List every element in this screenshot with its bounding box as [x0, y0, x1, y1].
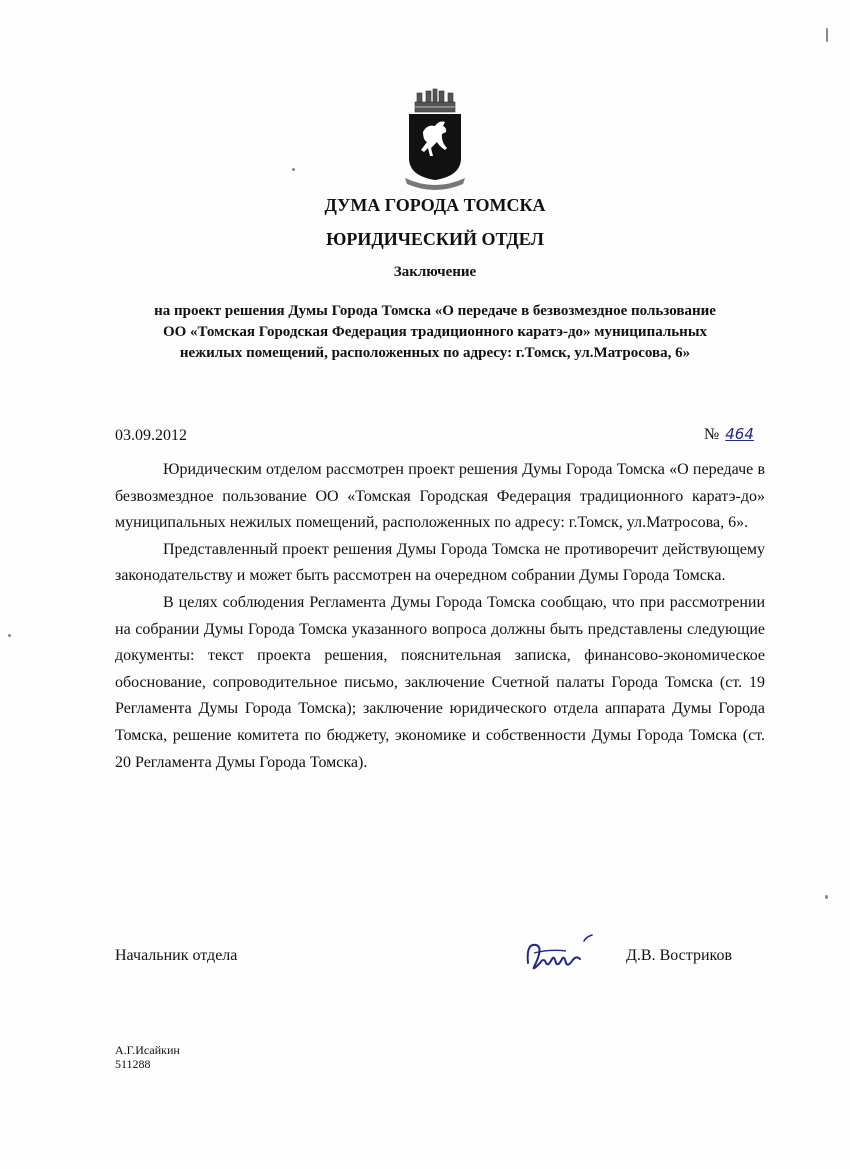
- tomsk-coat-of-arms-icon: [401, 88, 469, 192]
- scan-speck: [826, 28, 828, 42]
- number-value: 464: [725, 425, 754, 443]
- subject-line: ОО «Томская Городская Федерация традиционного каратэ-до» муниципальных: [162, 324, 708, 340]
- signer-name: Д.В. Востриков: [626, 947, 733, 964]
- document-number: [704, 425, 754, 444]
- signer-position: Начальник отдела: [115, 947, 238, 964]
- number-label: №: [704, 426, 720, 443]
- handwritten-signature: [520, 933, 600, 975]
- executor-phone: 511288: [115, 1057, 151, 1071]
- scan-speck: [825, 895, 828, 899]
- subject-line: нежилых помещений, расположенных по адресу: г.Томск, ул.Матросова, 6»: [179, 345, 691, 361]
- scan-speck: [8, 634, 11, 637]
- document-title: Заключение: [393, 264, 477, 280]
- subject-line: на проект решения Думы Города Томска «О передаче в безвозмездное пользование: [154, 303, 716, 319]
- executor-info: [115, 1043, 180, 1071]
- scan-speck: [292, 168, 295, 171]
- organization-name: ДУМА ГОРОДА ТОМСКА: [324, 195, 546, 215]
- body-paragraph: Представленный проект решения Думы Города Томска не противоречит действующему законодательству и может быть рассмотрен на очередном собрании Думы Города Томска.: [115, 540, 765, 585]
- body-paragraph: Юридическим отделом рассмотрен проект решения Думы Города Томска «О передаче в безвозмездное пользование ОО «Томская Городская Федерация традиционного каратэ-до» муниципальных нежилых помещений, расположенных по адресу: г.Томск, ул.Матросова, 6».: [115, 461, 765, 532]
- document-body: [115, 457, 765, 776]
- department-name: ЮРИДИЧЕСКИЙ ОТДЕЛ: [326, 229, 544, 249]
- document-date: 03.09.2012: [115, 427, 187, 444]
- executor-name: А.Г.Исайкин: [115, 1043, 180, 1057]
- document-subject: [100, 301, 770, 364]
- body-paragraph: В целях соблюдения Регламента Думы Города Томска сообщаю, что при рассмотрении на собрании Думы Города Томска указанного вопроса должны быть представлены следующие документы: текст проекта решения, пояснительная записка, финансово-экономическое обоснование, сопроводительное письмо, заключение Счетной палаты Города Томска (ст. 19 Регламента Думы Города Томска); заключение юридического отдела аппарата Думы Города Томска, решение комитета по бюджету, экономике и собственности Думы Города Томска (ст. 20 Регламента Думы Города Томска).: [115, 593, 765, 771]
